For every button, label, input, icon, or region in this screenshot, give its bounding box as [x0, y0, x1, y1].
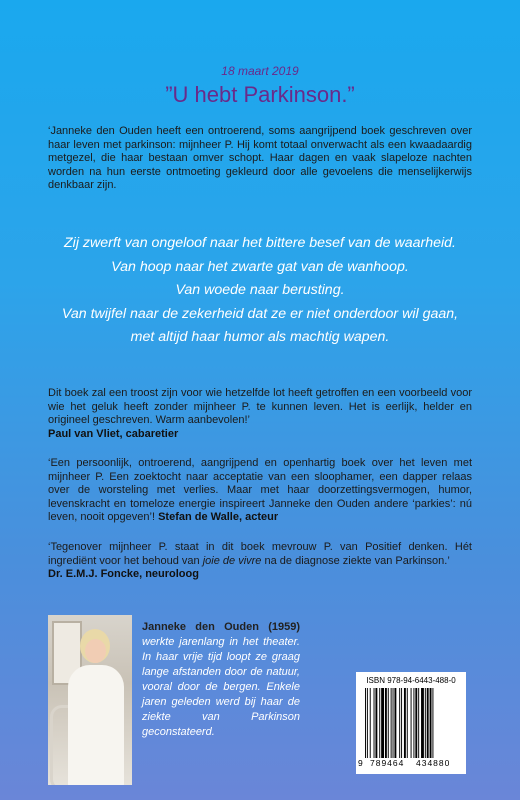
quote-text: ‘Tegenover mijnheer P. staat in dit boek mevrouw P. van Positief denken. Hét ingrediënt voor het behoud van [48, 541, 472, 567]
barcode-bar [421, 688, 424, 758]
barcode-icon [364, 688, 460, 758]
barcode-bar [365, 688, 366, 758]
quote-author: Paul van Vliet, cabaretier [48, 427, 179, 440]
barcode-bar [385, 688, 387, 758]
barcode-bar [401, 688, 402, 758]
poem-line: met altijd haar humor als machtig wapen. [130, 329, 390, 345]
barcode-bar [391, 688, 392, 758]
photo-face [85, 639, 106, 663]
barcode-bar [427, 688, 429, 758]
poem-line: Van woede naar berusting. [175, 282, 345, 298]
poem-line: Van twijfel naar de zekerheid dat ze er niet onderdoor wil gaan, [61, 305, 459, 322]
barcode-bar [425, 688, 426, 758]
barcode-bar [430, 688, 432, 758]
isbn-label: ISBN 978-94-6443-488-0 [366, 676, 456, 685]
barcode-bar [404, 688, 406, 758]
quote-author: Stefan de Walle, acteur [158, 511, 279, 523]
poem-line: Zij zwerft van ongeloof naar het bittere besef van de waarheid. [64, 235, 456, 251]
barcode-bar [393, 688, 394, 758]
author-name: Janneke den Ouden (1959) [142, 621, 300, 633]
barcode-bar [411, 688, 412, 758]
quote-text: ‘Een persoonlijk, ontroerend, aangrijpend en openhartig boek over het leven met mijnheer P. Een zoektocht naar acceptatie van een sloophamer, een dapper relaas over de worsteling met verlies. Maar met haar doorzettingsvermogen, humor, levenskracht en tomeloze energie inspireert Janneke den Ouden andere ‘parkies’: nú leven, nooit opgeven’! [48, 457, 472, 523]
barcode-bar [418, 688, 419, 758]
barcode-box [356, 672, 466, 774]
photo-dress [68, 665, 124, 785]
barcode-bar [374, 688, 375, 758]
quote-text: Dit boek zal een troost zijn voor wie hetzelfde lot heeft getroffen en een voorbeeld voor wie het geluk heeft zonder mijnheer P. te kunnen leven. Het is eerlijk, helder en origineel geschreven. Warm aanbevolen!’ [48, 387, 472, 426]
quote-stefan-de-walle [48, 457, 472, 525]
quote-text: na de diagnose ziekte van Parkinson.’ [261, 554, 450, 567]
headline: ”U hebt Parkinson.” [165, 82, 355, 107]
bio-text: werkte jarenlang in het theater. In haar vrije tijd loopt ze graag lange afstanden door de natuur, vooral door de bergen. Enkele jaren geleden werd bij haar de ziekte van Parkinson geconstateerd. [142, 636, 300, 738]
barcode-bars [364, 688, 460, 758]
quote-author: Dr. E.M.J. Foncke, neuroloog [48, 568, 199, 580]
barcode-bar [379, 688, 380, 758]
barcode-bar [388, 688, 389, 758]
barcode-bar [370, 688, 371, 758]
barcode-bar [381, 688, 384, 758]
author-photo [48, 615, 132, 785]
barcode-bar [432, 688, 433, 758]
barcode-bar [407, 688, 408, 758]
barcode-bar [375, 688, 377, 758]
barcode-bar [413, 688, 414, 758]
quote-paul-van-vliet [48, 387, 472, 441]
poem [40, 232, 480, 350]
barcode-digits-left: 789464 [370, 758, 405, 768]
quote-foncke [48, 541, 472, 582]
barcode-bar [399, 688, 400, 758]
barcode-digits-right: 434880 [416, 758, 451, 768]
author-bio [142, 620, 300, 740]
barcode-bar [415, 688, 417, 758]
barcode-digit-first: 9 [358, 758, 363, 768]
intro-paragraph: ‘Janneke den Ouden heeft een ontroerend, soms aangrijpend boek geschreven over haar leven met parkinson: mijnheer P. Hij komt totaal onverwacht als een kwaadaardig metgezel, die haar bestaan omver schopt. Haar dagen en vaak slapeloze nachten worden na hun eerste ontmoeting gekleurd door alle gevoelens die menselijkerwijs denkbaar zijn. [48, 125, 472, 191]
barcode-bar [394, 688, 396, 758]
poem-line: Van hoop naar het zwarte gat van de wanhoop. [111, 258, 409, 275]
barcode-bar [367, 688, 368, 758]
date-line: 18 maart 2019 [221, 64, 299, 78]
quote-italic: joie de vivre [202, 554, 262, 567]
